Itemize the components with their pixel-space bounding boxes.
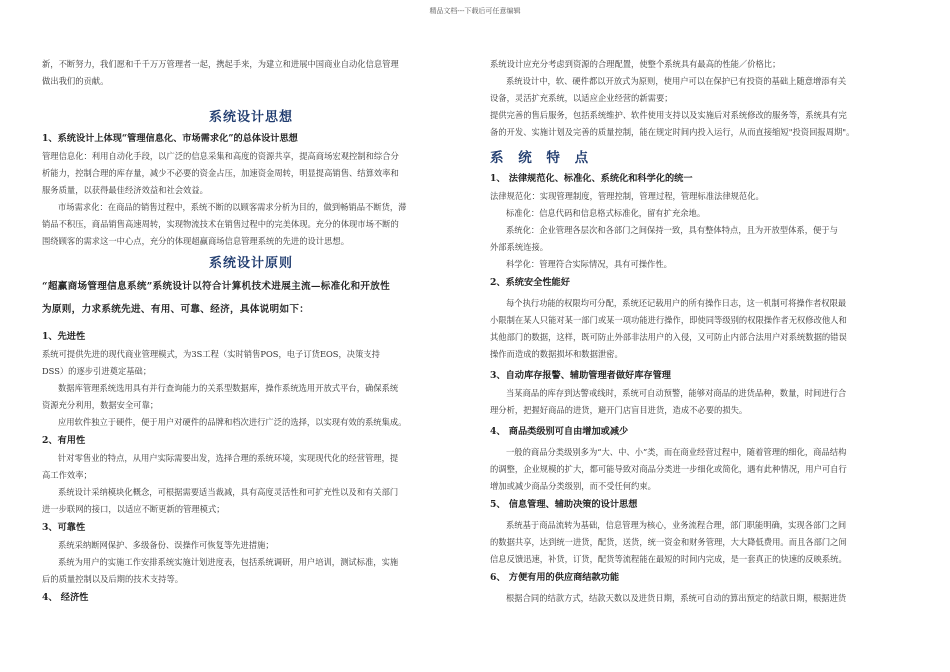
paragraph-line: 科学化：管理符合实际情况，具有可操作性。 [506, 259, 672, 269]
paragraph-line: 系统为用户的实施工作安排系统实施计划进度表，包括系统调研，用户培训，测试标准，实施 [58, 557, 399, 567]
feature-heading: 2、系统安全性能好 [490, 277, 570, 288]
paragraph-line: 小限制在某人只能对某一部门或某一项功能进行操作，即使同等级别的权限操作者无权修改他人和 [490, 315, 847, 325]
paragraph-line: 系统可提供先进的现代商业管理模式，为3S工程（实时销售POS，电子订货EOS，决策支持 [42, 349, 380, 359]
paragraph-line: 服务质量，以获得最佳经济效益和社会效益。 [42, 185, 208, 195]
paragraph-line: 每个执行功能的权限均可分配，系统还记载用户的所有操作日志，这一机制可将操作者权限最 [506, 298, 847, 308]
paragraph-line: 析能力，控制合理的库存量，减少不必要的资金占压，加速资金周转，明显提高销售、结算效率和 [42, 168, 399, 178]
feature-heading: 4、 商品类级别可自由增加或减少 [490, 426, 629, 437]
subsection-heading: 1、系统设计上体现“管理信息化、市场需求化”的总体设计思想 [42, 133, 298, 144]
heading-practicality: 2、有用性 [42, 435, 86, 446]
paragraph-line: 备的开发、实施计划及完善的质量控制，能在规定时间内投入运行，从而直接缩短"投资回报周期"。 [490, 127, 855, 137]
paragraph-line: 设备，灵活扩充系统，以适应企业经营的新需要； [490, 93, 673, 103]
paragraph-line: 系统化：企业管理各层次和各部门之间保持一致，具有整体特点，且为开放型体系，便于与 [506, 225, 838, 235]
paragraph-line: 外部系统连接。 [490, 242, 549, 252]
paragraph-line: 管理信息化：利用自动化手段，以广泛的信息采集和高度的资源共享，提高商场宏观控制和综合分 [42, 151, 399, 161]
paragraph-line: 的数据共享，达到统一进货，配货，送货，统一资金和财务管理，大大降低费用。而且各部门之间 [490, 537, 847, 547]
paragraph-line: 针对零售业的特点，从用户实际需要出发，选择合理的系统环境，实现现代化的经营管理，提 [58, 453, 399, 463]
intro-line: 新，不断努力，我们愿和千千万万管理者一起，携起手来，为建立和进展中国商业自动化信息管理 [42, 59, 399, 69]
lead-line: “超赢商场管理信息系统”系统设计以符合计算机技术进展主流—标准化和开放性 [42, 281, 391, 292]
paragraph-line: 操作而造成的数据损坏和数据泄密。 [490, 349, 623, 359]
section-title-design-principles: 系统设计原则 [208, 256, 293, 271]
paragraph-line: 数据库管理系统选用具有并行查询能力的关系型数据库，操作系统选用开放式平台，确保系统 [58, 383, 399, 393]
paragraph-line: 系统设计应充分考虑到资源的合理配置，使整个系统具有最高的性能／价格比； [490, 59, 781, 69]
paragraph-line: 高工作效率； [42, 470, 92, 480]
intro-line: 做出我们的贡献。 [42, 76, 109, 86]
paragraph-line: 销品不积压，商品销售高速周转，实现物流技术在销售过程中的完美体现。充分的体现市场不断的 [42, 219, 399, 229]
paragraph-line: 法律规范化：实现管理制度，管理控制，管理过程，管理标准法律规范化。 [490, 191, 764, 201]
section-title-design-idea: 系统设计思想 [208, 110, 293, 125]
heading-advanced: 1、先进性 [42, 331, 86, 342]
paragraph-line: 标准化：信息代码和信息格式标准化，留有扩充余地。 [506, 208, 706, 218]
feature-heading: 5、 信息管理、辅助决策的设计思想 [490, 499, 638, 510]
paragraph-line: 的调整，企业规模的扩大，都可能导致对商品分类进一步细化或简化，遇有此种情况，用户可自行 [490, 464, 847, 474]
paragraph-line: 系统基于商品流转为基础，信息管理为核心，业务流程合理，部门职能明确，实现各部门之间 [506, 520, 847, 530]
paragraph-line: 提供完善的售后服务，包括系统维护、软件使用支持以及实施后对系统修改的服务等，系统具有完 [490, 110, 847, 120]
paragraph-line: 系统设计采纳模块化概念，可根据需要适当裁减，具有高度灵活性和可扩充性以及和有关部门 [58, 487, 399, 497]
paragraph-line: 根据合同的结款方式，结款天数以及进货日期，系统可自动的算出预定的结款日期，根据进货 [506, 593, 847, 603]
paragraph-line: 资源充分利用，数据安全可靠； [42, 400, 159, 410]
page-header: 精品文档---下载后可任意编辑 [429, 7, 521, 15]
section-title-features: 系 统 特 点 [490, 150, 594, 166]
feature-heading: 3、自动库存报警、辅助管理者做好库存管理 [490, 370, 671, 381]
paragraph-line: 应用软件独立于硬件，便于用户对硬件的品牌和档次进行广泛的选择，以实现有效的系统集成。 [58, 417, 407, 427]
lead-line: 为原则，力求系统先进、有用、可靠、经济，具体说明如下： [42, 304, 310, 315]
heading-economy: 4、 经济性 [42, 592, 89, 603]
paragraph-line: 后的质量控制以及后期的技术支持等。 [42, 574, 184, 584]
heading-reliability: 3、可靠性 [42, 522, 86, 533]
feature-heading: 6、 方便有用的供应商结款功能 [490, 572, 620, 583]
right-column [490, 56, 908, 607]
paragraph-line: 理分析，把握好商品的进货，避开门店盲目进货，造成不必要的损失。 [490, 405, 748, 415]
paragraph-line: 增加或减少商品分类级别，而不受任何约束。 [490, 481, 656, 491]
left-column [42, 56, 460, 607]
paragraph-line: 围绕顾客的需求这一中心点，充分的体现超赢商场信息管理系统的先进的设计思想。 [42, 236, 349, 246]
paragraph-line: 当某商品的库存到达警戒线时，系统可自动预警，能够对商品的进货品种，数量，时间进行合 [506, 388, 847, 398]
paragraph-line: 其他部门的数据，这样，既可防止外部非法用户的入侵，又可防止内部合法用户对系统数据的错误 [490, 332, 847, 342]
paragraph-line: 系统采纳断网保护、多级备份、误操作可恢复等先进措施； [58, 540, 274, 550]
paragraph-line: 市场需求化：在商品的销售过程中，系统不断的以顾客需求分析为目的，做到畅销品不断货，滞 [58, 202, 407, 212]
paragraph-line: 进一步联网的接口，以适应不断更新的管理模式； [42, 504, 225, 514]
paragraph-line: 系统设计中，软、硬件都以开放式为原则，使用户可以在保护已有投资的基础上随意增添有关 [506, 76, 847, 86]
paragraph-line: 信息反馈迅速，补货，订货，配货等流程能在最短的时间内完成，是一套真正的快速的反映系统。 [490, 554, 847, 564]
feature-heading: 1、 法律规范化、标准化、系统化和科学化的统一 [490, 173, 693, 184]
paragraph-line: DSS）的逐步引进奠定基础； [42, 366, 152, 376]
paragraph-line: 一般的商品分类级别多为“大、中、小”类，而在商业经营过程中，随着管理的细化，商品结构 [506, 447, 847, 457]
